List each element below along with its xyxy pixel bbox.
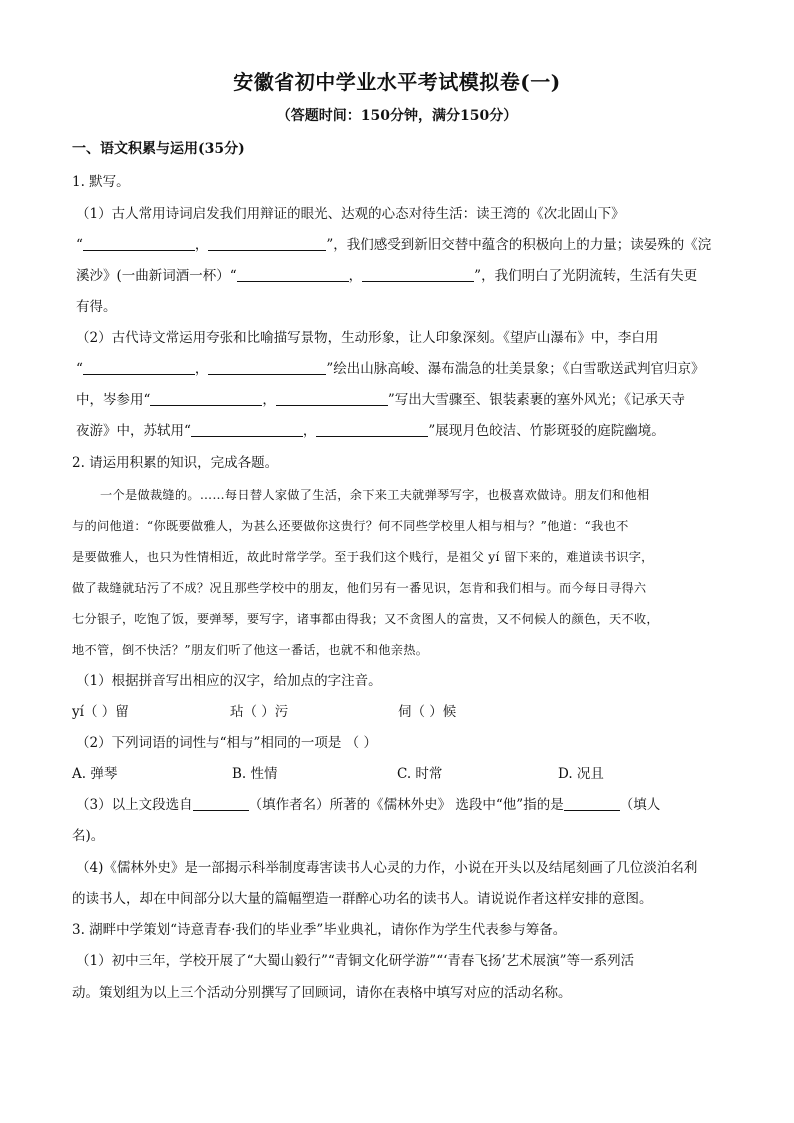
option-c[interactable]: C. 时常 [397, 766, 443, 782]
q1-part1-line3: 溪沙》(一曲新词酒一杯）“ ， ”，我们明白了光阴流转，生活有失更 [76, 268, 698, 284]
q1-part1-line2: “ ， ”，我们感受到新旧交替中蕴含的积极向上的力量；读晏殊的《浣 [76, 237, 712, 253]
q1-part2-line1: （2）古代诗文常运用夸张和比喻描写景物，生动形象，让人印象深刻。《望庐山瀑布》中，李白用 [76, 330, 659, 346]
q1-part2-line4: 夜游》中，苏轼用“ ， ”展现月色皎洁、竹影斑驳的庭院幽境。 [76, 423, 665, 439]
page-subtitle: （答题时间：150分钟，满分150分） [276, 108, 518, 124]
q2-sub4-line1: （4)《儒林外史》是一部揭示科举制度毒害读书人心灵的力作，小说在开头以及结尾刻画了几位淡泊名利 [76, 860, 698, 876]
answer-blank[interactable] [208, 236, 326, 251]
answer-blank[interactable] [276, 391, 388, 406]
q1-part1-line1: （1）古人常用诗词启发我们用辩证的眼光、达观的心态对待生活：读王湾的《次北固山下》 [76, 206, 625, 222]
q3-sub1-line1: （1）初中三年，学校开展了“大蜀山毅行”“青铜文化研学游”“‘青春飞扬’艺术展演”等一系列活 [76, 953, 635, 969]
q3-stem: 3. 湖畔中学策划“诗意青春·我们的毕业季”毕业典礼，请你作为学生代表参与筹备。 [72, 922, 567, 938]
q2-sub3-line1: （3）以上文段选自 （填作者名）所著的《儒林外史》 选段中“他”指的是 （填人 [76, 797, 661, 813]
section-heading: 一、语文积累与运用(35分) [72, 141, 245, 157]
passage-line: 七分银子，吃饱了饭，要弹琴，要写字，诸事都由得我；又不贪图人的富贵，又不伺候人的颜色，天不收， [72, 612, 659, 626]
q1-stem: 1. 默写。 [72, 174, 130, 190]
q1-part2-line3: 中，岑参用“ ， ”写出大雪骤至、银装素裹的塞外风光；《记承天寺 [76, 392, 686, 408]
answer-blank[interactable] [193, 796, 249, 811]
option-a[interactable]: A. 弹琴 [72, 766, 118, 782]
answer-blank[interactable] [564, 796, 620, 811]
pinyin-item: 伺（ ）候 [398, 704, 457, 720]
page-title: 安徽省初中学业水平考试模拟卷(一) [233, 70, 561, 94]
q2-stem: 2. 请运用积累的知识，完成各题。 [72, 455, 279, 471]
pinyin-item: 玷（ ）污 [230, 704, 289, 720]
q2-sub4-line2: 的读书人，却在中间部分以大量的篇幅塑造一群醉心功名的读书人。请说说作者这样安排的意图。 [72, 891, 653, 907]
q3-sub1-line2: 动。策划组为以上三个活动分别撰写了回顾词，请你在表格中填写对应的活动名称。 [72, 985, 572, 1001]
answer-blank[interactable] [316, 422, 428, 437]
passage-line: 做了裁缝就玷污了不成？况且那些学校中的朋友，他们另有一番见识，怎肯和我们相与。而今每日寻得六 [72, 581, 647, 595]
pinyin-item: yí（ ）留 [72, 704, 129, 720]
answer-blank[interactable] [208, 360, 326, 375]
answer-blank[interactable] [191, 422, 303, 437]
answer-blank[interactable] [83, 360, 195, 375]
q1-part1-line4: 有得。 [76, 299, 117, 315]
option-d[interactable]: D. 况且 [558, 766, 604, 782]
q2-sub1: （1）根据拼音写出相应的汉字，给加点的字注音。 [76, 673, 382, 689]
passage-line: 一个是做裁缝的。……每日替人家做了生活，余下来工夫就弹琴写字，也极喜欢做诗。朋友们和他相 [100, 488, 650, 502]
passage-line: 是要做雅人，也只为性情相近，故此时常学学。至于我们这个贱行，是祖父 yí 留下来的，难道读书识字， [72, 550, 654, 564]
passage-line: 地不管，倒不快活？”朋友们听了他这一番话，也就不和他亲热。 [72, 643, 429, 657]
answer-blank[interactable] [362, 267, 474, 282]
q2-sub2: （2）下列词语的词性与“相与”相同的一项是 （ ） [76, 735, 377, 751]
passage-line: 与的问他道：“你既要做雅人，为甚么还要做你这贵行？何不同些学校里人相与相与？”他道：“我也不 [72, 519, 629, 533]
answer-blank[interactable] [150, 391, 262, 406]
q1-part2-line2: “ ， ”绘出山脉高峻、瀑布湍急的壮美景象；《白雪歌送武判官归京》 [76, 361, 705, 377]
answer-blank[interactable] [237, 267, 349, 282]
q2-sub3-line2: 名)。 [72, 828, 105, 844]
option-b[interactable]: B. 性情 [232, 766, 278, 782]
answer-blank[interactable] [83, 236, 195, 251]
